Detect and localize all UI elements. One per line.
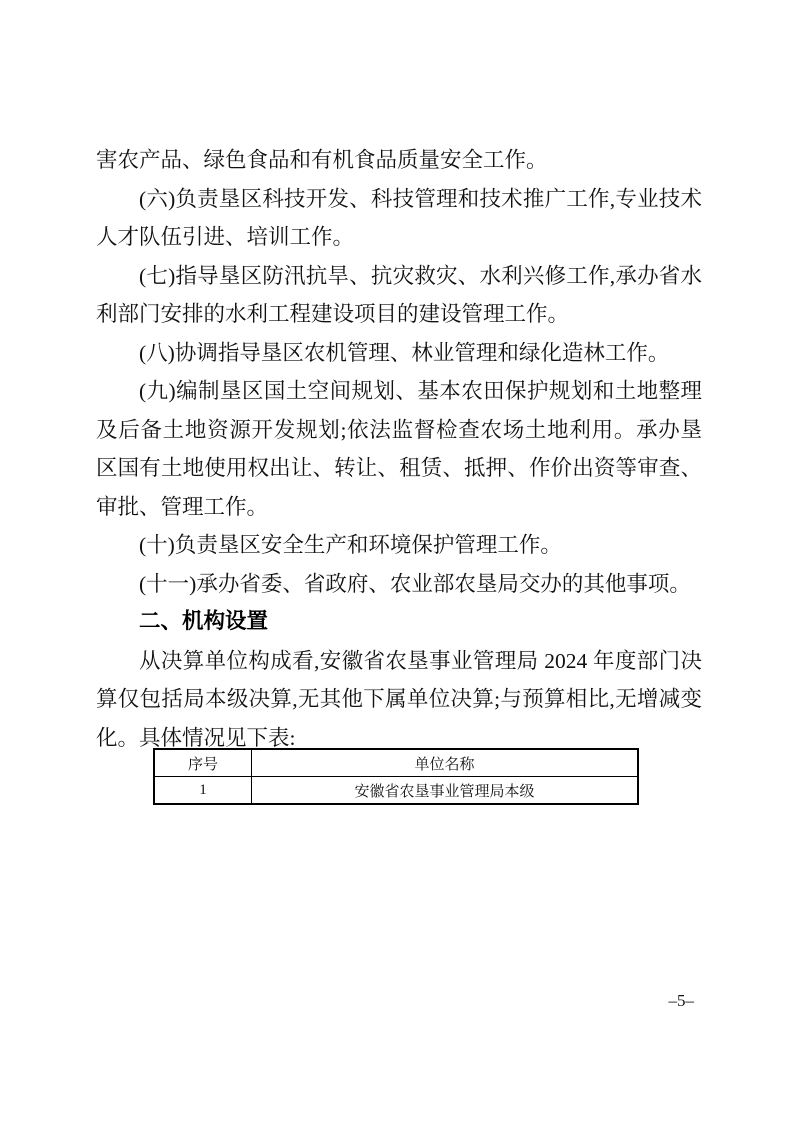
table-header-row [154,749,638,777]
table-cell-index: 1 [154,777,252,805]
page-number: –5– [668,991,694,1010]
section-heading: 二、机构设置 [139,609,269,634]
table-cell-unit-name: 安徽省农垦事业管理局本级 [252,777,639,805]
paragraph-item-11: (十一)承办省委、省政府、农业部农垦局交办的其他事项。 [139,571,691,596]
paragraph-item-7: (七)指导垦区防汛抗旱、抗灾救灾、水利兴修工作,承办省水利部门安排的水利工程建设项目的建设管理工作。 [96,263,702,326]
table-header-index: 序号 [154,749,252,777]
units-table [153,748,639,805]
paragraph-item-8: (八)协调指导垦区农机管理、林业管理和绿化造林工作。 [139,340,670,365]
paragraph-item-9: (九)编制垦区国土空间规划、基本农田保护规划和土地整理及后备土地资源开发规划;依法监督检查农场土地利用。承办垦区国有土地使用权出让、转让、租赁、抵押、作价出资等审查、审批、管理工作。 [96,379,702,519]
table-row [154,777,638,805]
paragraph-item-6: (六)负责垦区科技开发、科技管理和技术推广工作,专业技术人才队伍引进、培训工作。 [96,186,702,249]
paragraph-item-10: (十)负责垦区安全生产和环境保护管理工作。 [139,533,562,557]
table-header-unit-name: 单位名称 [252,749,639,777]
text-block [96,141,702,757]
paragraph-continuation: 害农产品、绿色食品和有机食品质量安全工作。 [96,148,548,172]
section-paragraph: 从决算单位构成看,安徽省农垦事业管理局 2024 年度部门决算仅包括局本级决算,无其他下属单位决算;与预算相比,无增减变化。具体情况见下表: [96,648,702,750]
